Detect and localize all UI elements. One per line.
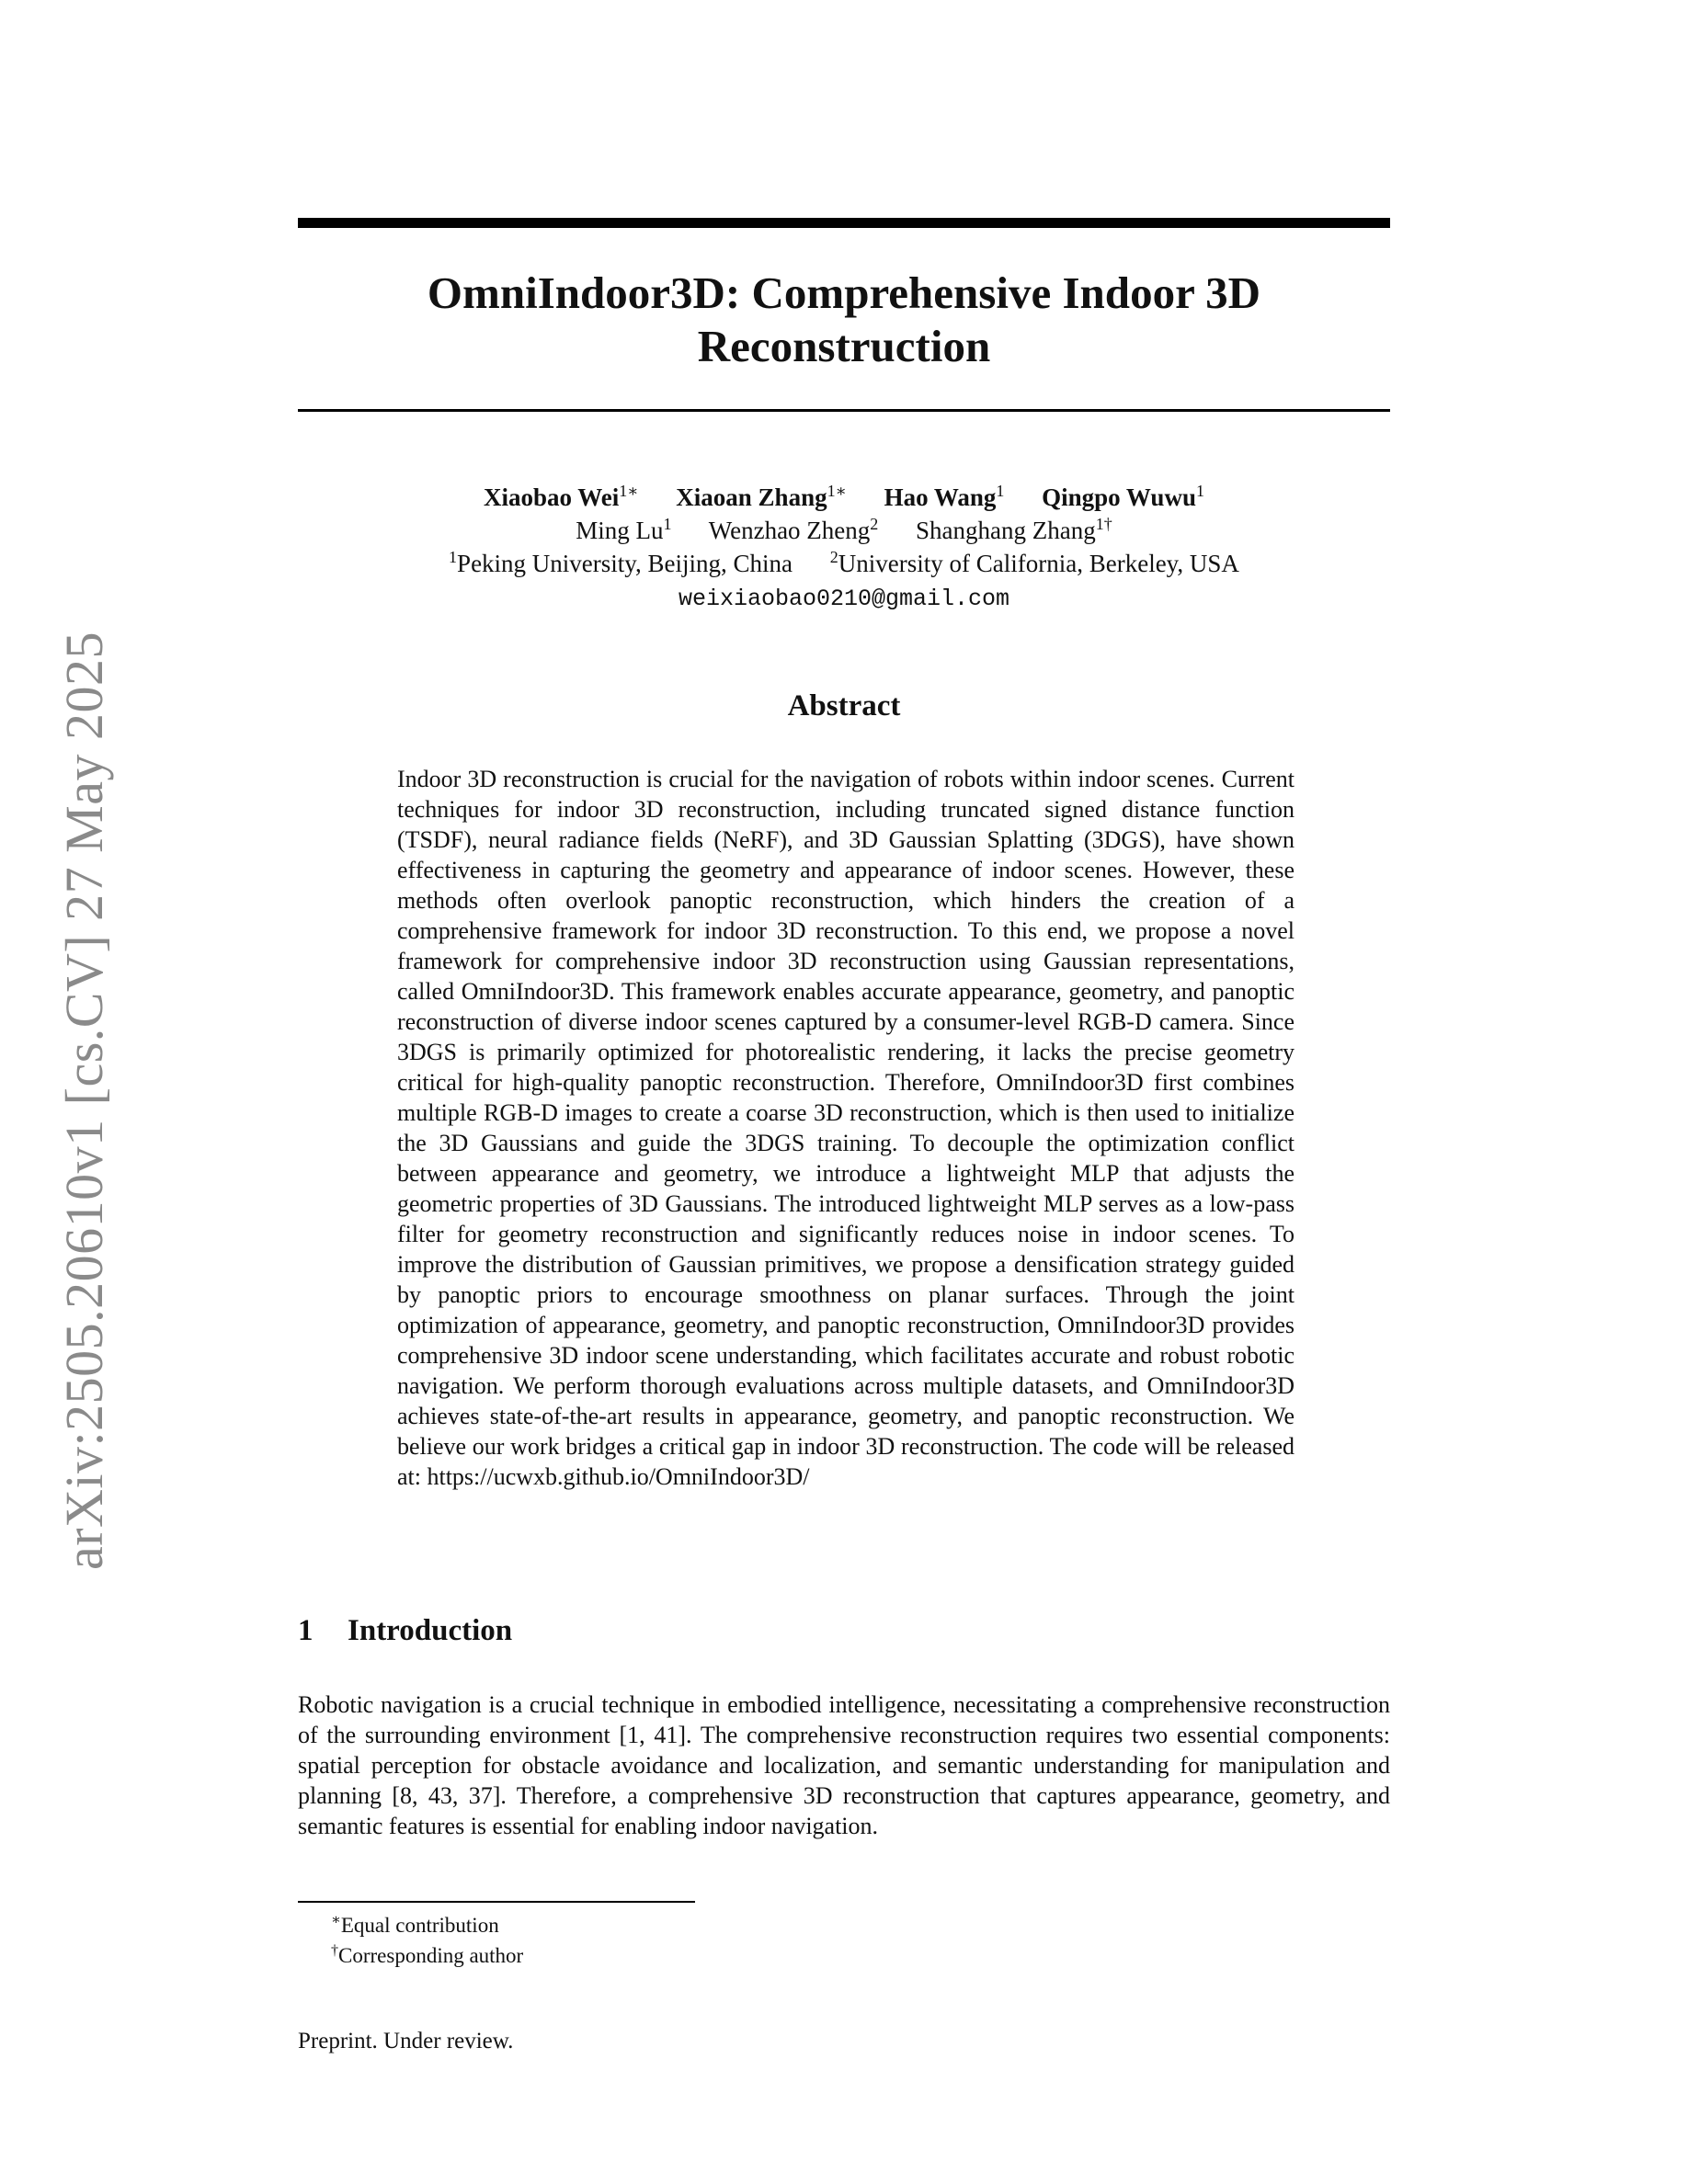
section-number: 1 [298, 1614, 314, 1647]
footnote [331, 1940, 523, 1971]
abstract-text: Indoor 3D reconstruction is crucial for the navigation of robots within indoor scenes. Current techniques for indoor 3D reconstruction, including truncated signed distance function (TSDF), neural radiance fields (NeRF), and 3D Gaussian Splatting (3DGS), have shown effectiveness in capturing the geometry and appearance of indoor scenes. However, these methods often overlook panoptic reconstruction, which hinders the creation of a comprehensive framework for indoor 3D reconstruction. To this end, we propose a novel framework for comprehensive indoor 3D reconstruction using Gaussian representations, called OmniIndoor3D. This framework enables accurate appearance, geometry, and panoptic reconstruction of diverse indoor scenes captured by a consumer-level RGB-D camera. Since 3DGS is primarily optimized for photorealistic rendering, it lacks the precise geometry critical for high-quality panoptic reconstruction. Therefore, OmniIndoor3D first combines multiple RGB-D images to create a coarse 3D reconstruction, which is then used to initialize the 3D Gaussians and guide the 3DGS training. To decouple the optimization conflict between appearance and geometry, we introduce a lightweight MLP that adjusts the geometric properties of 3D Gaussians. The introduced lightweight MLP serves as a low-pass filter for geometry reconstruction and significantly reduces noise in indoor scenes. To improve the distribution of Gaussian primitives, we propose a densification strategy guided by panoptic priors to encourage smoothness on planar surfaces. Through the joint optimization of appearance, geometry, and panoptic reconstruction, OmniIndoor3D provides comprehensive 3D indoor scene understanding, which facilitates accurate and robust robotic navigation. We perform thorough evaluations across multiple datasets, and OmniIndoor3D achieves state-of-the-art results in appearance, geometry, and panoptic reconstruction. We believe our work bridges a critical gap in indoor 3D reconstruction. The code will be released at: https://ucwxb.github.io/OmniIndoor3D/ [397, 766, 1295, 1490]
author-name: Shanghang Zhang [916, 517, 1096, 544]
footnote [331, 1910, 523, 1940]
preprint-note: Preprint. Under review. [298, 2029, 514, 2053]
footnote-mark: ∗ [331, 1912, 341, 1928]
author-mark: 1† [1095, 515, 1112, 533]
footnote-mark: † [331, 1942, 338, 1959]
section-heading [298, 1612, 512, 1649]
author-name: Xiaobao Wei [484, 483, 620, 511]
author-mark: 1 [996, 482, 1005, 500]
author-block [298, 481, 1390, 616]
author-name: Ming Lu [576, 517, 664, 544]
author-name: Xiaoan Zhang [676, 483, 827, 511]
footnote-rule [298, 1901, 695, 1903]
author-mark: 1∗ [827, 482, 847, 500]
section-title: Introduction [348, 1614, 513, 1647]
footnotes [331, 1910, 523, 1971]
author-mark: 1 [663, 515, 672, 533]
abstract-heading: Abstract [787, 689, 901, 722]
author-mark: 1∗ [619, 482, 639, 500]
author-name: Qingpo Wuwu [1042, 483, 1196, 511]
author-mark: 2 [870, 515, 879, 533]
affiliations [298, 547, 1390, 580]
introduction-paragraph: Robotic navigation is a crucial technique in embodied intelligence, necessitating a comprehensive reconstruction of the surrounding environment [1, 41]. The comprehensive reconstruction requires two essential components: spatial perception for obstacle avoidance and localization, and semantic understanding for manipulation and planning [8, 43, 37]. Therefore, a comprehensive 3D reconstruction that captures appearance, geometry, and semantic features is essential for enabling indoor navigation. [298, 1691, 1390, 1839]
footnote-text: Equal contribution [340, 1914, 499, 1937]
author-name: Hao Wang [884, 483, 997, 511]
title-rule-top [298, 218, 1390, 228]
author-mark: 1 [1195, 482, 1204, 500]
author-line-1 [298, 481, 1390, 514]
arxiv-identifier-text: arXiv:2505.20610v1 [cs.CV] 27 May 2025 [53, 631, 114, 1571]
footnote-text: Corresponding author [338, 1944, 524, 1967]
affiliation-name: University of California, Berkeley, USA [838, 550, 1239, 577]
contact-line [298, 580, 1390, 616]
email-address: weixiaobao0210@gmail.com [678, 586, 1010, 612]
paper-title: OmniIndoor3D: Comprehensive Indoor 3D Reconstruction [427, 267, 1261, 371]
author-line-2 [298, 514, 1390, 547]
affiliation-mark: 1 [449, 548, 458, 566]
arxiv-identifier [51, 602, 116, 1599]
affiliation-name: Peking University, Beijing, China [457, 550, 793, 577]
title-rule-bottom [298, 409, 1390, 412]
affiliation-mark: 2 [829, 548, 838, 566]
author-name: Wenzhao Zheng [708, 517, 871, 544]
